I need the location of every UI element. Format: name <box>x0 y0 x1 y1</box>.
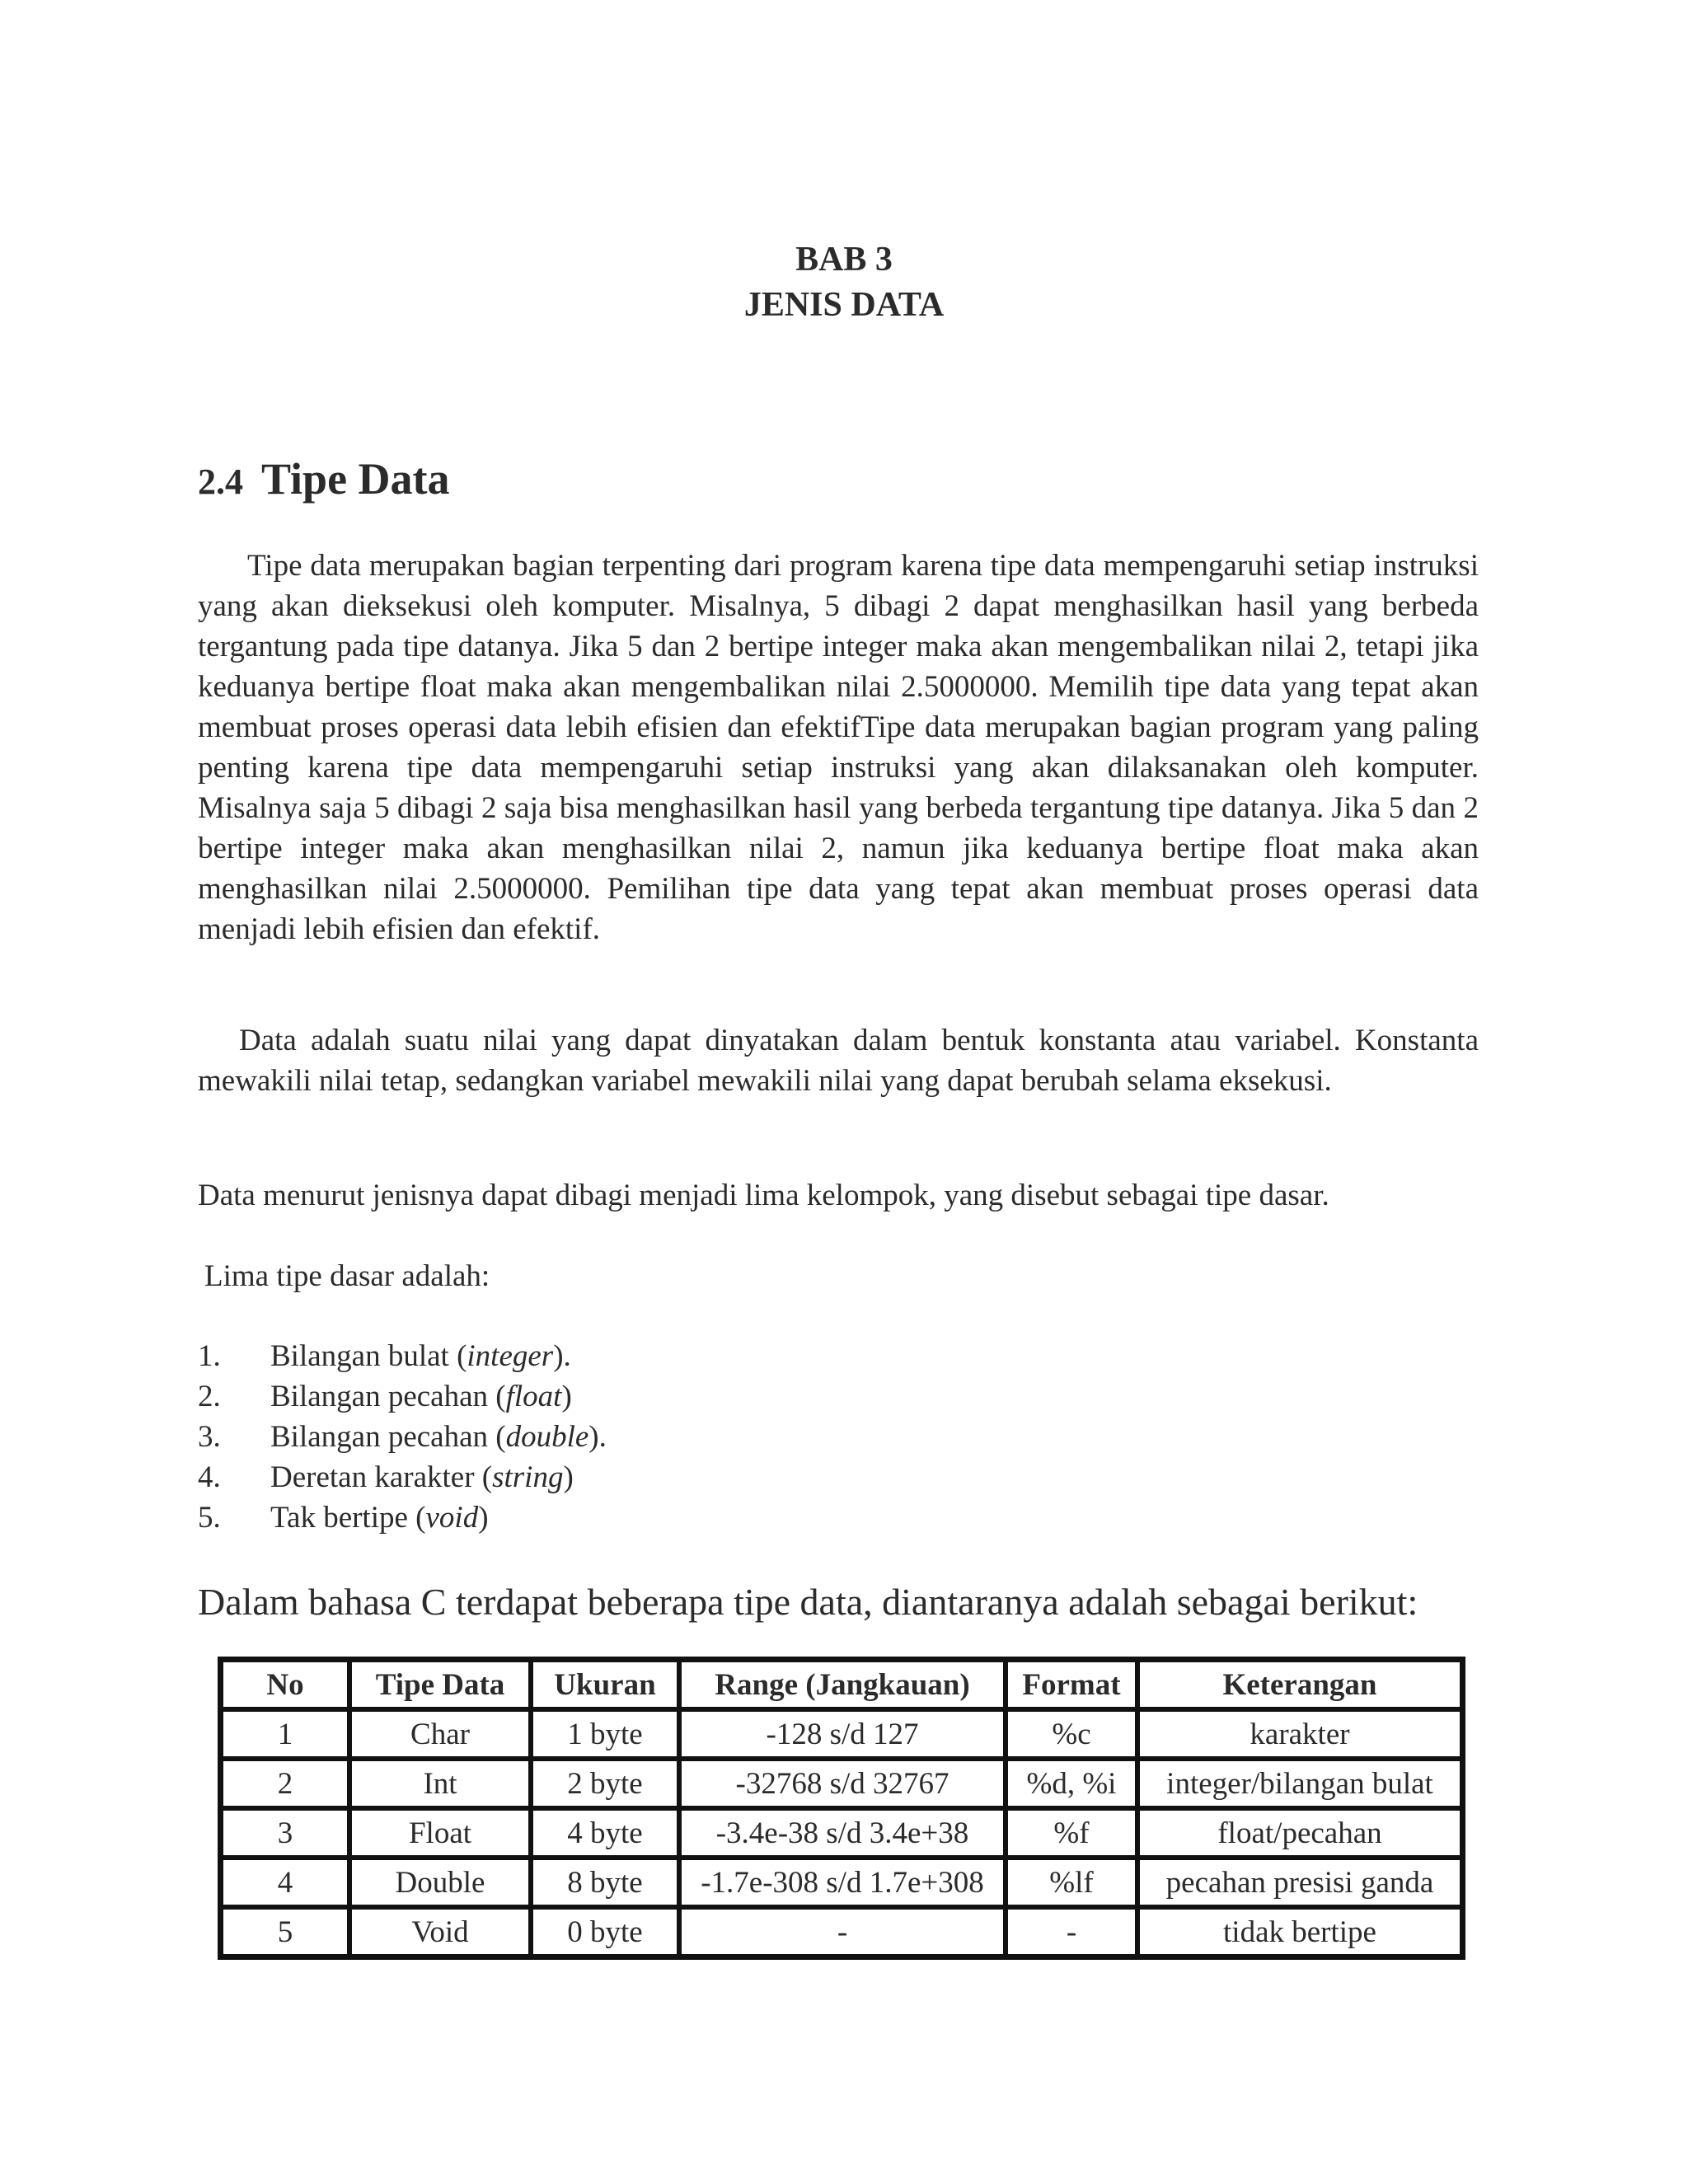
cell-format: %c <box>1006 1709 1137 1759</box>
cell-keterangan: pecahan presisi ganda <box>1137 1858 1462 1907</box>
list-item <box>198 1417 607 1457</box>
cell-format: %d, %i <box>1006 1759 1137 1808</box>
list-item-after: ). <box>553 1339 571 1373</box>
cell-no: 1 <box>221 1709 349 1759</box>
chapter-heading <box>0 237 1688 328</box>
header-ukuran: Ukuran <box>531 1660 679 1709</box>
section-number: 2.4 <box>198 462 243 502</box>
table-header-row <box>221 1660 1462 1709</box>
table-row <box>221 1907 1462 1957</box>
cell-ukuran: 4 byte <box>531 1808 679 1858</box>
list-item-number: 2. <box>198 1380 221 1413</box>
cell-range: -3.4e-38 s/d 3.4e+38 <box>679 1808 1006 1858</box>
cell-format: - <box>1006 1907 1137 1957</box>
table-row <box>221 1808 1462 1858</box>
list-item-number: 1. <box>198 1339 221 1373</box>
cell-tipe-data: Void <box>349 1907 531 1957</box>
cell-tipe-data: Double <box>349 1858 531 1907</box>
list-item-text: Bilangan bulat ( <box>270 1339 467 1373</box>
list-item <box>198 1457 607 1497</box>
header-no: No <box>221 1660 349 1709</box>
chapter-title: JENIS DATA <box>743 286 945 324</box>
list-item-text: Bilangan pecahan ( <box>270 1380 506 1413</box>
header-tipe-data: Tipe Data <box>349 1660 531 1709</box>
cell-keterangan: integer/bilangan bulat <box>1137 1759 1462 1808</box>
header-range: Range (Jangkauan) <box>679 1660 1006 1709</box>
paragraph-data-definition: Data adalah suatu nilai yang dapat dinyatakan dalam bentuk konstanta atau variabel. Konstanta mewakili nilai tetap, sedangkan variabel mewakili nilai yang dapat berubah selama eksekusi. <box>198 1024 1479 1098</box>
table-row <box>221 1759 1462 1808</box>
cell-ukuran: 2 byte <box>531 1759 679 1808</box>
list-item-number: 5. <box>198 1501 221 1535</box>
list-item-after: ) <box>478 1501 489 1535</box>
cell-no: 5 <box>221 1907 349 1957</box>
cell-range: -128 s/d 127 <box>679 1709 1006 1759</box>
cell-format: %lf <box>1006 1858 1137 1907</box>
cell-keterangan: karakter <box>1137 1709 1462 1759</box>
cell-tipe-data: Int <box>349 1759 531 1808</box>
table-intro: Dalam bahasa C terdapat beberapa tipe data, diantaranya adalah sebagai berikut: <box>198 1581 1418 1623</box>
list-item-text: Deretan karakter ( <box>270 1460 493 1494</box>
list-item-term: integer <box>467 1339 554 1373</box>
chapter-number: BAB 3 <box>795 241 893 279</box>
list-item-text: Bilangan pecahan ( <box>270 1420 506 1454</box>
cell-tipe-data: Char <box>349 1709 531 1759</box>
basic-types-list <box>198 1336 607 1538</box>
cell-keterangan: tidak bertipe <box>1137 1907 1462 1957</box>
cell-format: %f <box>1006 1808 1137 1858</box>
list-item-text: Tak bertipe ( <box>270 1501 426 1535</box>
list-item-term: float <box>505 1380 562 1413</box>
cell-ukuran: 0 byte <box>531 1907 679 1957</box>
section-title: Tipe Data <box>261 454 450 504</box>
cell-range: - <box>679 1907 1006 1957</box>
header-keterangan: Keterangan <box>1137 1660 1462 1709</box>
list-item-number: 4. <box>198 1460 221 1494</box>
cell-no: 4 <box>221 1858 349 1907</box>
list-item <box>198 1336 607 1376</box>
list-item-after: ) <box>561 1380 572 1413</box>
list-item <box>198 1497 607 1538</box>
list-item-after: ) <box>563 1460 574 1494</box>
list-item-after: ). <box>588 1420 607 1454</box>
cell-ukuran: 8 byte <box>531 1858 679 1907</box>
list-item-term: double <box>505 1420 589 1454</box>
list-item <box>198 1376 607 1417</box>
table-row <box>221 1858 1462 1907</box>
cell-ukuran: 1 byte <box>531 1709 679 1759</box>
table-row <box>221 1709 1462 1759</box>
paragraph-tipe-data: Tipe data merupakan bagian terpenting dari program karena tipe data mempengaruhi setiap instruksi yang akan dieksekusi oleh komputer. Misalnya, 5 dibagi 2 dapat menghasilkan hasil yang berbeda tergantung pada tipe datanya. Jika 5 dan 2 bertipe integer maka akan mengembalikan nilai 2, tetapi jika keduanya bertipe float maka akan mengembalikan nilai 2.5000000. Memilih tipe data yang tepat akan membuat proses operasi data lebih efisien dan efektifTipe data merupakan bagian program yang paling penting karena tipe data mempengaruhi setiap instruksi yang akan dilaksanakan oleh komputer. Misalnya saja 5 dibagi 2 saja bisa menghasilkan hasil yang berbeda tergantung tipe datanya. Jika 5 dan 2 bertipe integer maka akan menghasilkan nilai 2, namun jika keduanya bertipe float maka akan menghasilkan nilai 2.5000000. Pemilihan tipe data yang tepat akan membuat proses operasi data menjadi lebih efisien dan efektif. <box>198 549 1479 946</box>
list-item-term: string <box>492 1460 564 1494</box>
cell-range: -1.7e-308 s/d 1.7e+308 <box>679 1858 1006 1907</box>
paragraph-data-groups: Data menurut jenisnya dapat dibagi menjadi lima kelompok, yang disebut sebagai tipe dasar. <box>198 1179 1329 1212</box>
list-item-number: 3. <box>198 1420 221 1454</box>
cell-range: -32768 s/d 32767 <box>679 1759 1006 1808</box>
header-format: Format <box>1006 1660 1137 1709</box>
section-heading <box>198 453 450 504</box>
list-item-term: void <box>425 1501 479 1535</box>
cell-keterangan: float/pecahan <box>1137 1808 1462 1858</box>
paragraph-list-intro: Lima tipe dasar adalah: <box>204 1259 490 1293</box>
cell-tipe-data: Float <box>349 1808 531 1858</box>
cell-no: 3 <box>221 1808 349 1858</box>
data-types-table <box>218 1657 1465 1960</box>
cell-no: 2 <box>221 1759 349 1808</box>
